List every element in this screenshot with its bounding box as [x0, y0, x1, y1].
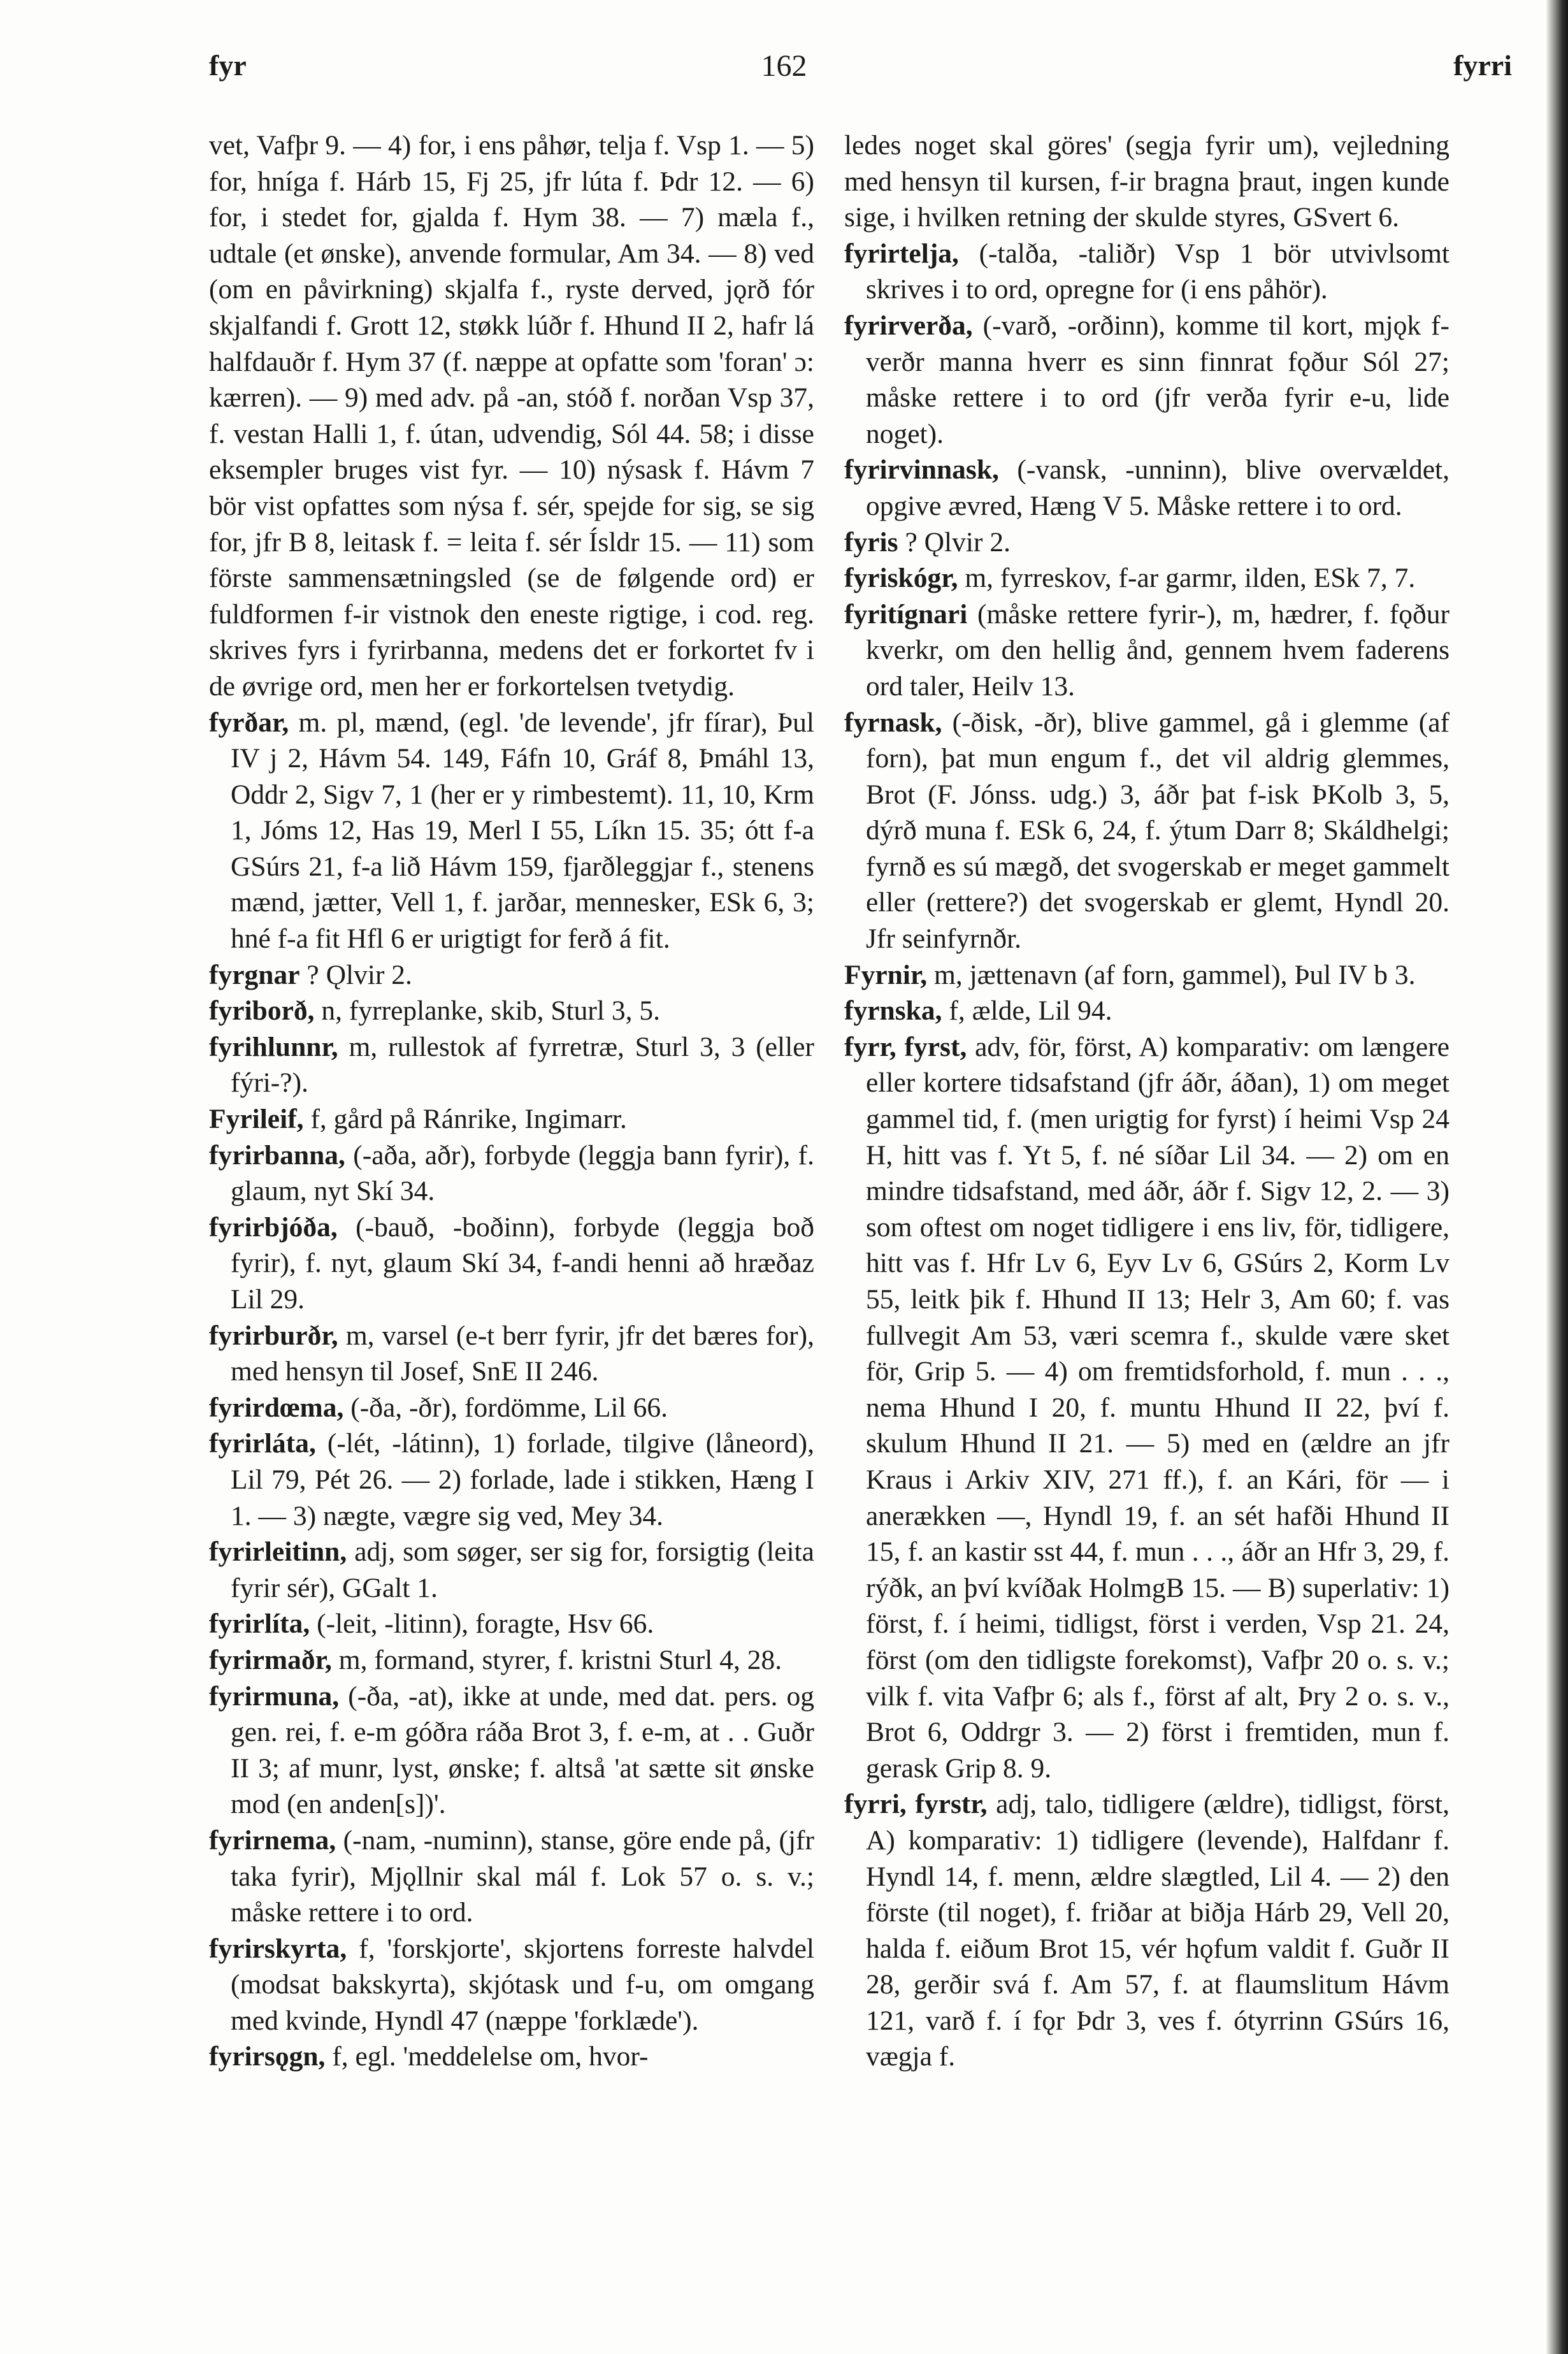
entry-definition: ledes noget skal göres' (segja fyrir um), vejledning med hensyn til kursen, f-ir bragna þraut, ingen kunde sige, i hvilken retning der skulde styres, GSvert 6. — [844, 130, 1449, 233]
entry-headword: fyrirdœma, — [209, 1392, 344, 1423]
entry-headword: fyris — [844, 526, 898, 558]
dictionary-entry — [844, 308, 1449, 452]
dictionary-entry — [209, 705, 814, 957]
entry-headword: fyrnask, — [844, 707, 942, 738]
entry-headword: fyrnska, — [844, 995, 942, 1027]
dictionary-entry — [209, 1101, 814, 1137]
entry-definition: f, egl. 'meddelelse om, hvor- — [332, 2041, 649, 2072]
entry-definition: (-ða, -ðr), fordömme, Lil 66. — [350, 1392, 668, 1423]
dictionary-entry — [844, 452, 1449, 524]
dictionary-entry — [209, 1390, 814, 1426]
entry-definition: m, varsel (e-t berr fyrir, jfr det bæres for), med hensyn til Josef, SnE II 246. — [231, 1320, 814, 1387]
entry-definition: (måske rettere fyrir-), m, hædrer, f. fǫður kverkr, om den hellig ånd, gennem hvem faderens ord taler, Heilv 13. — [866, 598, 1450, 702]
entry-definition: (-ða, -at), ikke at unde, med dat. pers. og gen. rei, f. e-m góðra ráða Brot 3, f. e-m, at . . Guðr II 3; af munr, lyst, ønske; f. altså 'at sætte sit ønske mod (en anden[s])'. — [231, 1680, 815, 1820]
entry-definition: adj, talo, tidligere (ældre), tidligst, först, A) komparativ: 1) tidligere (levende), Halfdanr f. Hyndl 14, f. menn, ældre slægtled, Lil 4. — 2) den förste (til noget), f. friðar at biðja Hárb 29, Vell 20, halda f. eiðum Brot 15, vér hǫfum valdit f. Guðr II 28, gerðir svá f. Am 57, f. at flaumslitum Hávm 121, varð f. í fǫr Þdr 3, ves f. ótyrrinn GSúrs 16, vægja f. — [866, 1789, 1450, 2072]
entry-headword: fyrirbanna, — [209, 1139, 345, 1171]
entry-definition: f, gård på Ránrike, Ingimarr. — [310, 1104, 627, 1135]
entry-headword: fyrirsǫgn, — [209, 2041, 326, 2072]
entry-definition: f, ælde, Lil 94. — [949, 995, 1112, 1027]
running-head-left: fyr — [209, 49, 247, 82]
dictionary-entry — [844, 127, 1449, 236]
entry-definition: adv, för, först, A) komparativ: om længere eller kortere tidsafstand (jfr áðr, áðan), 1) om meget gammel tid, f. (men urigtig for fyrst) í heimi Vsp 24 H, hitt vas f. Yt 5, f. né síðar Lil 34. — 2) om en mindre tidsafstand, med áðr, áðr f. Sigv 12, 2. — 3) som oftest om noget tidligere i ens liv, för, tidligere, hitt vas f. Hfr Lv 6, Eyv Lv 6, GSúrs 2, Korm Lv 55, leitk þik f. Hhund II 13; Helr 3, Am 60; f. vas fullvegit Am 53, væri scemra f., skulde være sket för, Grip 5. — 4) om fremtidsforhold, f. mun . . ., nema Hhund I 20, f. muntu Hhund II 22, því f. skulum Hhund II 21. — 5) med en (ældre an jfr Kraus i Arkiv XIV, 271 ff.), f. an Kári, för — i anerækken —, Hyndl 19, f. an sét hafði Hhund II 15, f. an kastir sst 44, f. mun . . ., áðr an Hfr 3, 29, f. rýðk, an því kvíðak HolmgB 15. — B) superlativ: 1) först, f. í heimi, tidligst, först i verden, Vsp 21. 24, först (om den tidligste forekomst), Vafþr 20 o. s. v.; vilk f. vita Vafþr 6; als f., först af alt, Þry 2 o. s. v., Brot 6, Oddrgr 3. — 2) först i fremtiden, mun f. gerask Grip 8. 9. — [866, 1031, 1449, 1784]
entry-headword: fyrirskyrta, — [209, 1933, 347, 1964]
entry-headword: fyrirburðr, — [209, 1320, 338, 1351]
dictionary-entry — [209, 1606, 814, 1642]
entry-definition: ? Ǫlvir 2. — [306, 959, 412, 990]
dictionary-entry — [209, 1534, 814, 1606]
dictionary-entry — [844, 957, 1449, 993]
entry-definition: vet, Vafþr 9. — 4) for, i ens påhør, telja f. Vsp 1. — 5) for, hníga f. Hárb 15, Fj 25, jfr lúta f. Þdr 12. — 6) for, i stedet for, gjalda f. Hym 38. — 7) mæla f., udtale (et ønske), anvende formular, Am 34. — 8) ved (om en påvirkning) skjalfa f., ryste derved, jǫrð fór skjalfandi f. Grott 12, støkk lúðr f. Hhund II 2, hafr lá halfdauðr f. Hym 37 (f. næppe at opfatte som 'foran' ɔ: kærren). — 9) med adv. på -an, stóð f. norðan Vsp 37, f. vestan Halli 1, f. útan, udvendig, Sól 44. 58; i disse eksempler bruges vist fyr. — 10) nýsask f. Hávm 7 bör vist opfattes som nýsa f. sér, spejde for sig, se sig for, jfr B 8, leitask f. = leita f. sér Ísldr 15. — 11) som förste sammensætningsled (se de følgende ord) er fuldformen f-ir vistnok den eneste rigtige, i cod. reg. skrives fyrs i fyrirbanna, medens det er forkortet fv i de øvrige ord, men her er forkortelsen tvetydig. — [209, 130, 814, 702]
entry-headword: fyrirvinnask, — [844, 454, 999, 486]
entry-definition: (-nam, -numinn), stanse, göre ende på, (jfr taka fyrir), Mjǫllnir skal mál f. Lok 57 o. s. v.; måske rettere i to ord. — [231, 1824, 815, 1928]
entry-headword: fyrirláta, — [209, 1428, 316, 1459]
entry-definition: (-lét, -látinn), 1) forlade, tilgive (låneord), Lil 79, Pét 26. — 2) forlade, lade i stikken, Hæng I 1. — 3) nægte, vægre sig ved, Mey 34. — [231, 1428, 815, 1531]
dictionary-entry — [844, 705, 1449, 957]
dictionary-entry — [209, 2039, 814, 2075]
entry-definition: m. pl, mænd, (egl. 'de levende', jfr fírar), Þul IV j 2, Hávm 54. 149, Fáfn 10, Gráf 8, Þmáhl 13, Oddr 2, Sigv 7, 1 (her er y rimbestemt). 11, 10, Krm 1, Jóms 12, Has 19, Merl I 55, Líkn 15. 35; ótt f-a GSúrs 21, f-a lið Hávm 159, fjarðleggjar f., stenens mænd, jætter, Vell 1, f. jarðar, mennesker, ESk 6, 3; hné f-a fit Hfl 6 er urigtigt for ferð á fit. — [231, 707, 814, 955]
entry-headword: fyritígnari — [844, 598, 968, 630]
dictionary-entry — [844, 1029, 1449, 1786]
entry-definition: n, fyrreplanke, skib, Sturl 3, 5. — [321, 995, 660, 1027]
dictionary-entry — [209, 1823, 814, 1931]
entry-definition: m, rullestok af fyrretræ, Sturl 3, 3 (eller fýri-?). — [231, 1031, 814, 1099]
entry-definition: m, fyrreskov, f-ar garmr, ilden, ESk 7, 7. — [965, 563, 1416, 594]
entry-definition: m, jættenavn (af forn, gammel), Þul IV b 3. — [933, 959, 1416, 990]
entry-headword: fyrgnar — [209, 959, 300, 990]
entry-definition: adj, som søger, ser sig for, forsigtig (leita fyrir sér), GGalt 1. — [231, 1536, 814, 1603]
entry-headword: fyrðar, — [209, 707, 289, 738]
entry-definition: (-talða, -taliðr) Vsp 1 bör utvivlsomt skrives i to ord, opregne for (i ens påhör). — [866, 238, 1449, 305]
entry-headword: fyrirtelja, — [844, 238, 959, 269]
entry-headword: fyriskógr, — [844, 563, 958, 594]
dictionary-entry — [209, 1209, 814, 1318]
dictionary-entry — [209, 1679, 814, 1823]
left-column — [209, 127, 814, 2075]
entry-headword: fyrirleitinn, — [209, 1536, 347, 1568]
right-column — [844, 127, 1449, 2075]
entry-headword: fyrirmuna, — [209, 1680, 340, 1712]
entry-definition: f, 'forskjorte', skjortens forreste halvdel (modsat bakskyrta), skjótask und f-u, om omgang med kvinde, Hyndl 47 (næppe 'forklæde'). — [231, 1933, 814, 2036]
dictionary-entry — [209, 127, 814, 705]
entry-headword: fyrr, fyrst, — [844, 1031, 967, 1062]
dictionary-entry — [844, 1786, 1449, 2075]
dictionary-entry — [209, 1426, 814, 1534]
dictionary-entry — [844, 524, 1449, 561]
dictionary-entry — [209, 1137, 814, 1209]
page-number: 162 — [761, 49, 807, 83]
dictionary-entry — [844, 596, 1449, 705]
entry-headword: fyrirnema, — [209, 1824, 336, 1856]
dictionary-entry — [209, 1029, 814, 1101]
dictionary-entry — [844, 236, 1449, 308]
entry-headword: fyrirmaðr, — [209, 1644, 332, 1675]
entry-definition: (-varð, -orðinn), komme til kort, mjǫk f-verðr manna hverr es sinn finnrat fǫður Sól 27; måske rettere i to ord (jfr verða fyrir e-u, lide noget). — [866, 310, 1449, 449]
dictionary-entry — [209, 1642, 814, 1679]
entry-headword: fyrirverða, — [844, 310, 973, 341]
entry-definition: (-bauð, -boðinn), forbyde (leggja boð fyrir), f. nyt, glaum Skí 34, f-andi henni að hræðaz Lil 29. — [231, 1211, 814, 1315]
entry-headword: fyrri, fyrstr, — [844, 1789, 988, 1820]
running-head-right: fyrri — [1453, 49, 1512, 82]
entry-headword: Fyrnir, — [844, 959, 928, 990]
entry-headword: fyrirbjóða, — [209, 1211, 338, 1243]
entry-definition: (-ðisk, -ðr), blive gammel, gå i glemme (af forn), þat mun engum f., det vil aldrig glemmes, Brot (F. Jónss. udg.) 3, áðr þat f-isk ÞKolb 3, 5, dýrð muna f. ESk 6, 24, f. ýtum Darr 8; Skáldhelgi; fyrnð es sú mægð, det svogerskab er meget gammelt eller (rettere?) det svogerskab er glemt, Hyndl 20. Jfr seinfyrnðr. — [866, 707, 1450, 955]
entry-definition: ? Ǫlvir 2. — [905, 526, 1011, 558]
dictionary-entry — [209, 1931, 814, 2039]
entry-definition: (-aða, aðr), forbyde (leggja bann fyrir), f. glaum, nyt Skí 34. — [231, 1139, 814, 1207]
dictionary-entry — [209, 1318, 814, 1390]
scan-edge-shadow — [1546, 0, 1568, 2354]
entry-headword: fyrirlíta, — [209, 1608, 310, 1640]
entry-headword: Fyrileif, — [209, 1104, 304, 1135]
dictionary-entry — [844, 560, 1449, 596]
entry-definition: m, formand, styrer, f. kristni Sturl 4, 28. — [338, 1644, 782, 1675]
dictionary-entry — [844, 993, 1449, 1029]
dictionary-entry — [209, 957, 814, 993]
entry-headword: fyriborð, — [209, 995, 315, 1027]
entry-definition: (-vansk, -unninn), blive overvældet, opgive ævred, Hæng V 5. Måske rettere i to ord. — [866, 454, 1449, 521]
entry-headword: fyrihlunnr, — [209, 1031, 338, 1062]
dictionary-entry — [209, 993, 814, 1029]
entry-definition: (-leit, -litinn), foragte, Hsv 66. — [317, 1608, 654, 1640]
